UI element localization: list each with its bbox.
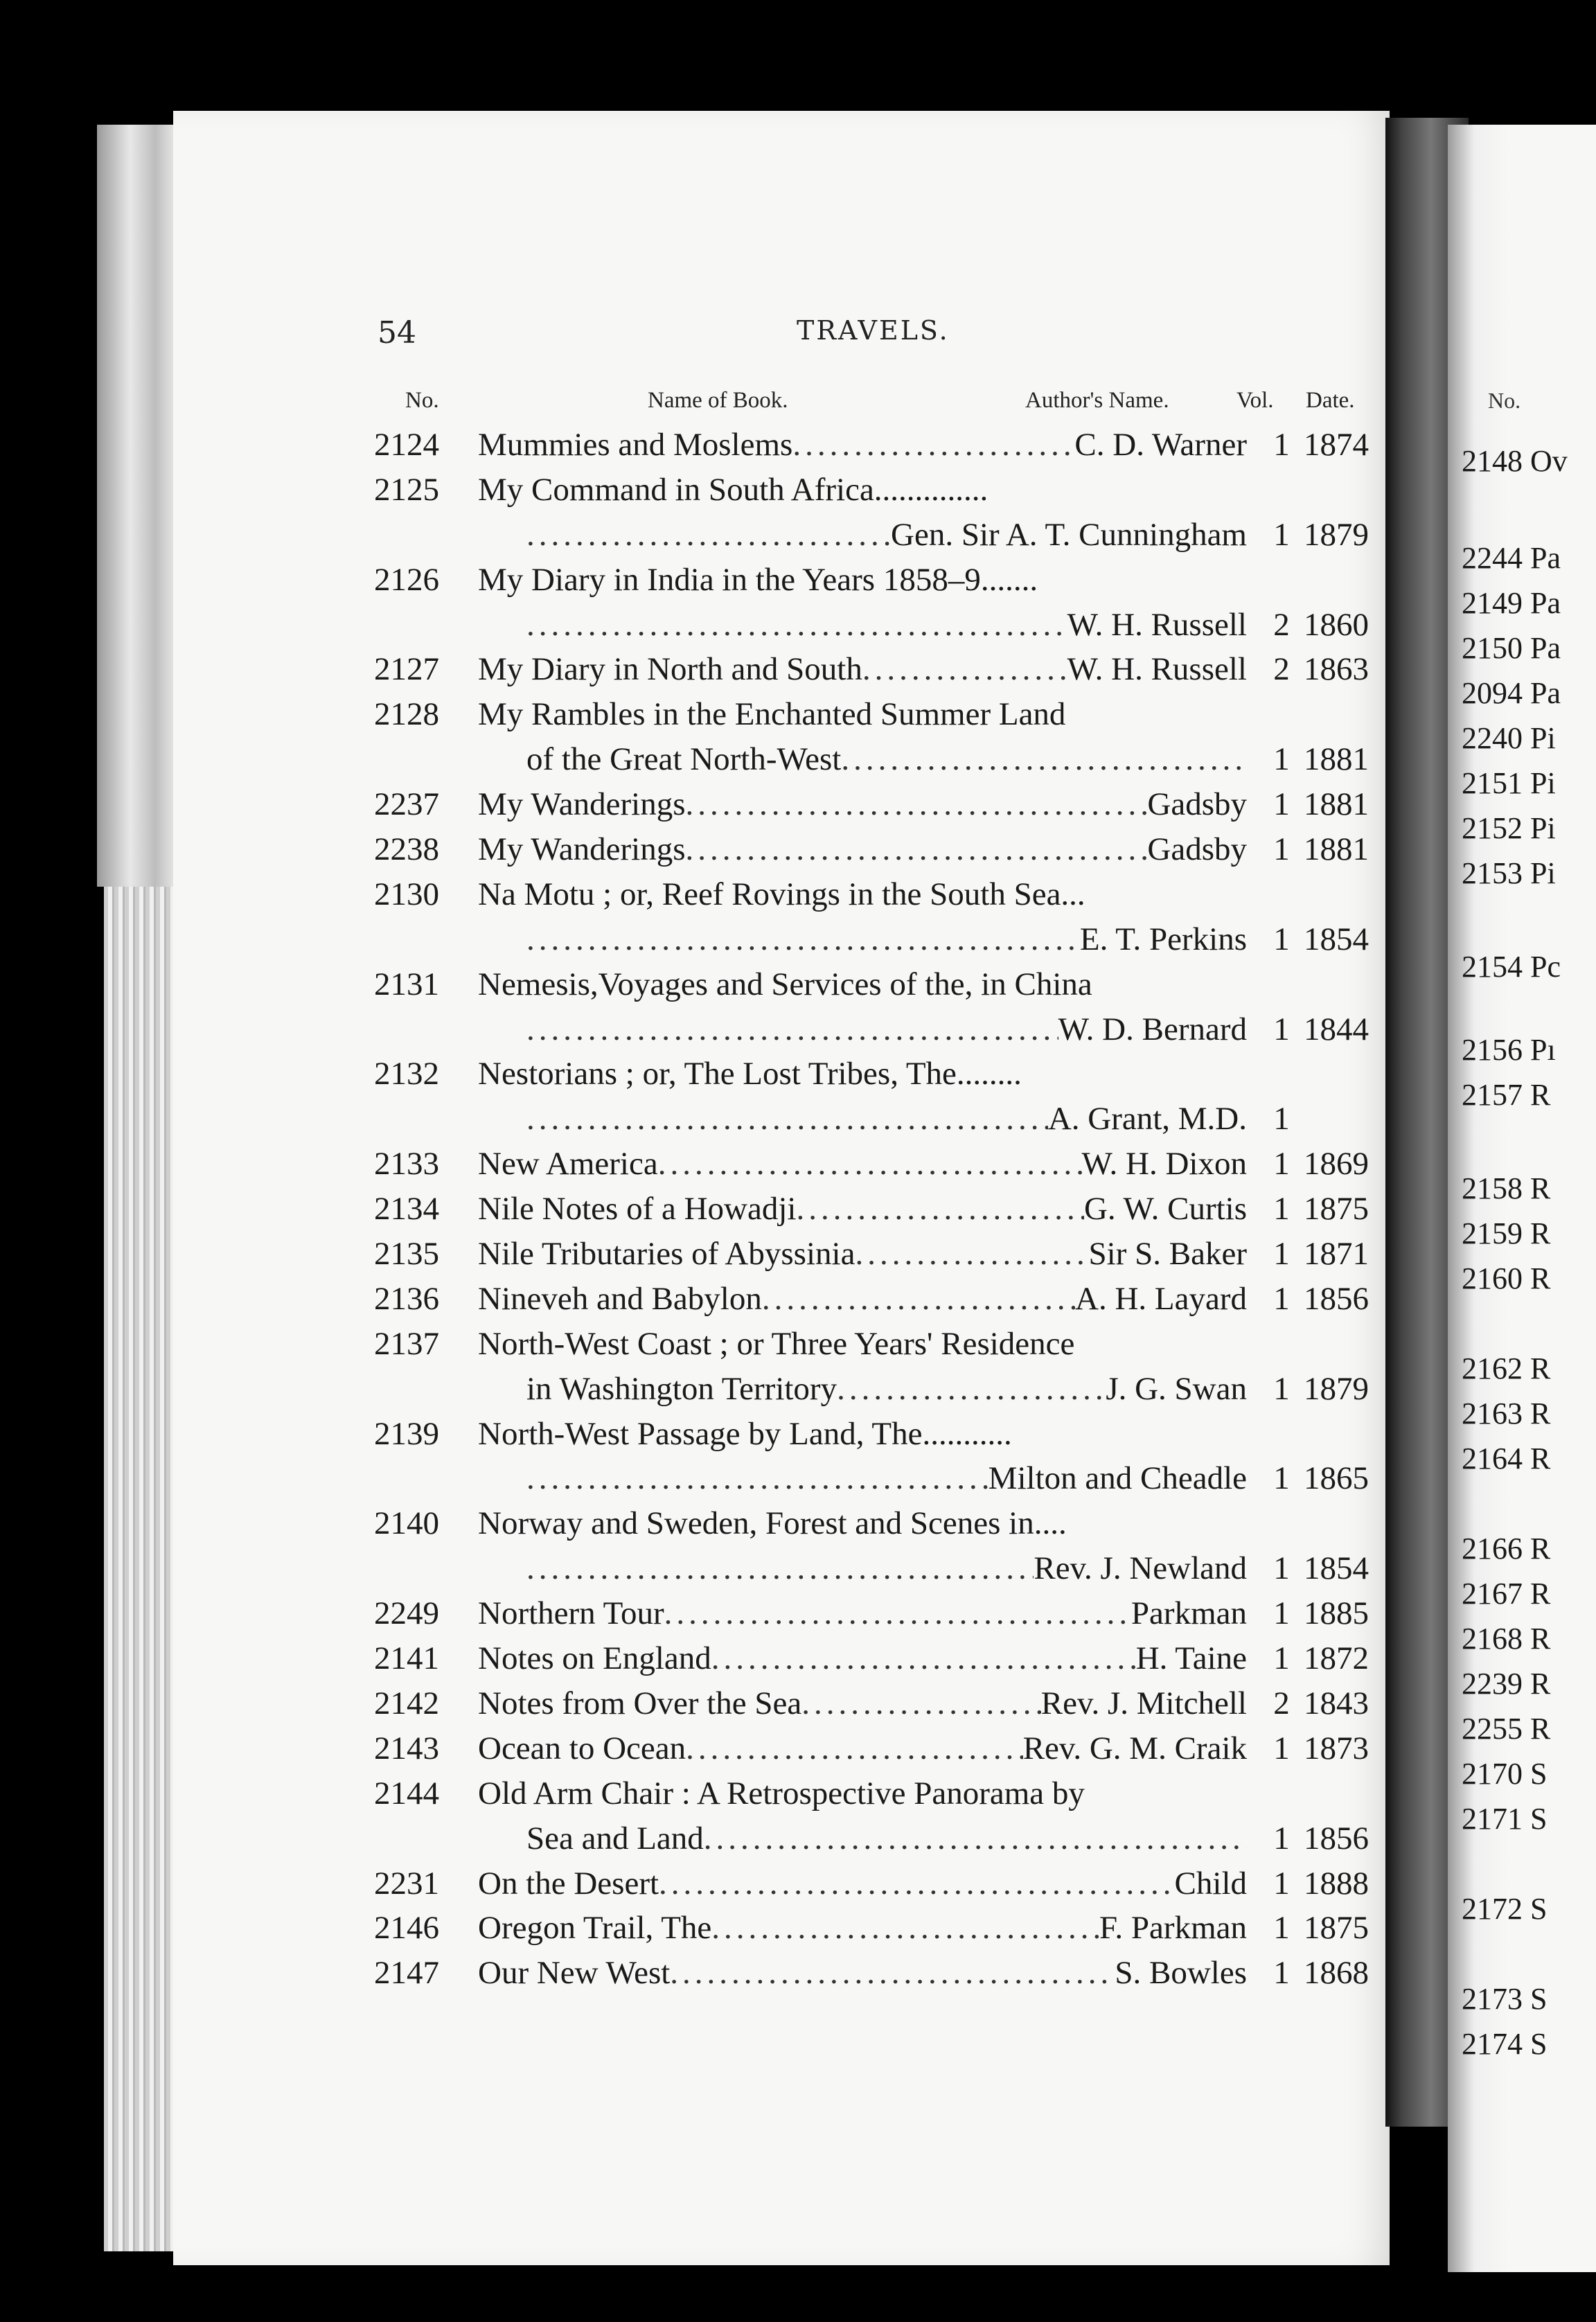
- author-name: Rev. J. Mitchell: [1040, 1685, 1247, 1721]
- table-row: [374, 1951, 1427, 1996]
- book-title: North-West Passage by Land, The...........: [478, 1415, 1012, 1452]
- dot-leader: [704, 1816, 1247, 1861]
- entry-text: [478, 1501, 1247, 1546]
- publication-date: 1869: [1304, 1146, 1369, 1182]
- volume-count: 1: [1273, 1011, 1290, 1047]
- volume-count: 1: [1273, 1550, 1290, 1587]
- dot-leader: [855, 1232, 1088, 1277]
- author-name: C. D. Warner: [1074, 427, 1247, 463]
- dot-leader: [762, 1277, 1075, 1322]
- author-name: G. W. Curtis: [1083, 1191, 1247, 1228]
- entry-text: [478, 1681, 1247, 1726]
- table-row: [374, 1322, 1427, 1367]
- right-page-entry: 2148 Ov: [1462, 444, 1568, 478]
- author-name: W. D. Bernard: [1058, 1011, 1247, 1047]
- table-row: [374, 603, 1427, 648]
- publication-date: 1875: [1304, 1910, 1369, 1947]
- right-page-entry: 2255 R: [1462, 1712, 1551, 1746]
- publication-date: 1854: [1304, 921, 1369, 957]
- column-header-vol: Vol.: [1236, 388, 1274, 413]
- publication-date: 1856: [1304, 1280, 1369, 1317]
- dot-leader: [686, 782, 1148, 827]
- entry-text: [478, 468, 1247, 513]
- table-row: [374, 872, 1427, 917]
- right-page-entry: 2162 R: [1462, 1351, 1551, 1385]
- author-name: Gadsby: [1147, 786, 1247, 823]
- column-header-author: Author's Name.: [1025, 388, 1169, 413]
- author-name: Rev. J. Newland: [1034, 1550, 1247, 1587]
- entry-number: 2144: [374, 1775, 439, 1811]
- volume-count: 1: [1273, 1460, 1290, 1497]
- volume-count: 2: [1273, 1685, 1290, 1721]
- author-name: Child: [1174, 1865, 1247, 1902]
- author-name: Gadsby: [1147, 831, 1247, 868]
- volume-count: 1: [1273, 516, 1290, 553]
- entry-text: [526, 1367, 1247, 1412]
- table-row: [374, 962, 1427, 1007]
- author-name: Parkman: [1130, 1595, 1247, 1632]
- right-page-entry: 2168 R: [1462, 1622, 1551, 1656]
- right-page-entry: 2173 S: [1462, 1982, 1548, 2016]
- entry-number: 2135: [374, 1236, 439, 1273]
- dot-leader: [526, 917, 1080, 962]
- catalog-entries: [374, 423, 1427, 1996]
- table-row: [374, 1726, 1427, 1771]
- entry-number: 2128: [374, 696, 439, 733]
- volume-count: 1: [1273, 1370, 1290, 1407]
- right-page-entry: 2160 R: [1462, 1261, 1551, 1295]
- book-title: My Wanderings: [478, 786, 686, 823]
- table-row: [374, 1367, 1427, 1412]
- publication-date: 1844: [1304, 1011, 1369, 1047]
- table-row: [374, 1232, 1427, 1277]
- right-page-entry: 2239 R: [1462, 1667, 1551, 1701]
- volume-count: 1: [1273, 1280, 1290, 1317]
- entry-text: [478, 1232, 1247, 1277]
- entry-number: 2140: [374, 1505, 439, 1542]
- right-page-entry: 2154 Pc: [1462, 950, 1561, 984]
- book-title: My Diary in North and South: [478, 651, 862, 688]
- entry-text: [478, 1906, 1247, 1951]
- right-page-entry: 2164 R: [1462, 1442, 1551, 1475]
- entry-text: [526, 737, 1247, 782]
- entry-text: [526, 603, 1247, 648]
- book-title: of the Great North-West: [526, 741, 842, 778]
- publication-date: 1881: [1304, 786, 1369, 823]
- book-title: Nineveh and Babylon: [478, 1280, 762, 1317]
- author-name: A. H. Layard: [1075, 1280, 1247, 1317]
- right-page-entry: 2166 R: [1462, 1532, 1551, 1566]
- entry-number: 2133: [374, 1146, 439, 1182]
- right-page-entry: 2163 R: [1462, 1397, 1551, 1430]
- book-title: New America: [478, 1146, 658, 1182]
- page-number: 54: [378, 315, 416, 351]
- publication-date: 1875: [1304, 1191, 1369, 1228]
- entry-number: 2130: [374, 876, 439, 912]
- table-row: [374, 917, 1427, 962]
- publication-date: 1881: [1304, 741, 1369, 778]
- entry-text: [478, 1322, 1247, 1367]
- running-head: TRAVELS.: [797, 315, 950, 346]
- table-row: [374, 1636, 1427, 1681]
- publication-date: 1873: [1304, 1730, 1369, 1766]
- publication-date: 1868: [1304, 1955, 1369, 1992]
- dot-leader: [526, 1456, 988, 1501]
- right-page-entry: 2156 Pı: [1462, 1033, 1556, 1067]
- dot-leader: [670, 1951, 1115, 1996]
- right-page-entry: 2240 Pi: [1462, 721, 1556, 755]
- entry-text: [478, 1187, 1247, 1232]
- book-title: My Diary in India in the Years 1858–9.......: [478, 561, 1038, 598]
- author-name: W. H. Russell: [1067, 651, 1247, 688]
- entry-text: [478, 558, 1247, 603]
- dot-leader: [711, 1636, 1136, 1681]
- right-page-entry: 2170 S: [1462, 1757, 1548, 1791]
- author-name: Milton and Cheadle: [988, 1460, 1247, 1497]
- author-name: Sir S. Baker: [1088, 1236, 1247, 1273]
- book-title: Northern Tour: [478, 1595, 664, 1632]
- table-row: [374, 1142, 1427, 1187]
- entry-text: [478, 827, 1247, 872]
- entry-number: 2125: [374, 471, 439, 508]
- table-row: [374, 737, 1427, 782]
- volume-count: 2: [1273, 606, 1290, 643]
- author-name: W. H. Russell: [1067, 606, 1247, 643]
- dot-leader: [801, 1681, 1041, 1726]
- table-row: [374, 1412, 1427, 1457]
- book-title: My Wanderings: [478, 831, 686, 868]
- entry-text: [478, 692, 1247, 737]
- book-title: Old Arm Chair : A Retrospective Panorama by: [478, 1775, 1085, 1811]
- book-title: My Rambles in the Enchanted Summer Land: [478, 696, 1066, 733]
- right-page-entry: 2152 Pi: [1462, 811, 1556, 845]
- volume-count: 1: [1273, 1146, 1290, 1182]
- publication-date: 1879: [1304, 1370, 1369, 1407]
- book-title: Ocean to Ocean: [478, 1730, 686, 1766]
- table-row: [374, 468, 1427, 513]
- publication-date: 1843: [1304, 1685, 1369, 1721]
- publication-date: 1871: [1304, 1236, 1369, 1273]
- book-title: in Washington Territory: [526, 1370, 837, 1407]
- entry-number: 2126: [374, 561, 439, 598]
- entry-number: 2146: [374, 1910, 439, 1947]
- volume-count: 1: [1273, 786, 1290, 823]
- entry-text: [478, 1771, 1247, 1816]
- entry-number: 2237: [374, 786, 439, 823]
- volume-count: 1: [1273, 1236, 1290, 1273]
- table-row: [374, 1681, 1427, 1726]
- entry-text: [478, 1636, 1247, 1681]
- table-row: [374, 647, 1427, 692]
- right-page-entry: 2174 S: [1462, 2027, 1548, 2061]
- book-title: Mummies and Moslems: [478, 427, 793, 463]
- table-row: [374, 1546, 1427, 1591]
- volume-count: 1: [1273, 1955, 1290, 1992]
- right-page-entry: 2094 Pa: [1462, 676, 1561, 710]
- publication-date: 1856: [1304, 1820, 1369, 1856]
- author-name: E. T. Perkins: [1079, 921, 1247, 957]
- right-page-entry: 2149 Pa: [1462, 586, 1561, 620]
- table-row: [374, 1861, 1427, 1906]
- right-page-entry: 2153 Pi: [1462, 856, 1556, 890]
- author-name: S. Bowles: [1115, 1955, 1247, 1992]
- entry-text: [478, 782, 1247, 827]
- table-row: [374, 782, 1427, 827]
- dot-leader: [862, 647, 1067, 692]
- column-header-name: Name of Book.: [648, 388, 788, 413]
- entry-text: [478, 1591, 1247, 1636]
- table-row: [374, 1097, 1427, 1142]
- table-row: [374, 1187, 1427, 1232]
- entry-number: 2134: [374, 1191, 439, 1228]
- entry-text: [526, 1546, 1247, 1591]
- volume-count: 2: [1273, 651, 1290, 688]
- dot-leader: [686, 827, 1148, 872]
- table-row: [374, 423, 1427, 468]
- book-title: Sea and Land: [526, 1820, 704, 1856]
- volume-count: 1: [1273, 921, 1290, 957]
- publication-date: 1872: [1304, 1640, 1369, 1677]
- book-title: On the Desert: [478, 1865, 659, 1902]
- table-row: [374, 1501, 1427, 1546]
- author-name: H. Taine: [1135, 1640, 1247, 1677]
- author-name: A. Grant, M.D.: [1047, 1101, 1247, 1137]
- publication-date: 1881: [1304, 831, 1369, 868]
- volume-count: 1: [1273, 741, 1290, 778]
- table-row: [374, 1906, 1427, 1951]
- dot-leader: [526, 603, 1067, 648]
- dot-leader: [686, 1726, 1023, 1771]
- entry-number: 2147: [374, 1955, 439, 1992]
- entry-text: [478, 1052, 1247, 1097]
- table-row: [374, 1052, 1427, 1097]
- entry-number: 2249: [374, 1595, 439, 1632]
- dot-leader: [526, 1007, 1058, 1052]
- book-title: Our New West: [478, 1955, 671, 1992]
- dot-leader: [711, 1906, 1099, 1951]
- book-title: My Command in South Africa..............: [478, 471, 988, 508]
- author-name: Rev. G. M. Craik: [1022, 1730, 1247, 1766]
- right-page-entry: 2159 R: [1462, 1216, 1551, 1250]
- entry-text: [478, 962, 1247, 1007]
- entry-text: [478, 1412, 1247, 1457]
- entry-text: [526, 1456, 1247, 1501]
- table-row: [374, 1771, 1427, 1816]
- volume-count: 1: [1273, 1730, 1290, 1766]
- entry-number: 2136: [374, 1280, 439, 1317]
- publication-date: 1860: [1304, 606, 1369, 643]
- entry-number: 2231: [374, 1865, 439, 1902]
- book-title: Nile Notes of a Howadji: [478, 1191, 797, 1228]
- table-row: [374, 827, 1427, 872]
- entry-number: 2132: [374, 1056, 439, 1092]
- entry-number: 2124: [374, 427, 439, 463]
- right-page-entry: 2244 Pa: [1462, 541, 1561, 575]
- publication-date: 1874: [1304, 427, 1369, 463]
- author-name: Gen. Sir A. T. Cunningham: [891, 516, 1247, 553]
- entry-text: [526, 1007, 1247, 1052]
- volume-count: 1: [1273, 427, 1290, 463]
- entry-number: 2127: [374, 651, 439, 688]
- book-title: Notes from Over the Sea: [478, 1685, 802, 1721]
- volume-count: 1: [1273, 1910, 1290, 1947]
- author-name: F. Parkman: [1099, 1910, 1247, 1947]
- publication-date: 1885: [1304, 1595, 1369, 1632]
- entry-text: [478, 872, 1247, 917]
- entry-number: 2143: [374, 1730, 439, 1766]
- entry-number: 2131: [374, 966, 439, 1002]
- table-row: [374, 558, 1427, 603]
- table-row: [374, 1816, 1427, 1861]
- publication-date: 1888: [1304, 1865, 1369, 1902]
- right-page-entry: 2172 S: [1462, 1892, 1548, 1926]
- volume-count: 1: [1273, 831, 1290, 868]
- book-title: Notes on England: [478, 1640, 711, 1677]
- table-row: [374, 692, 1427, 737]
- entry-number: 2142: [374, 1685, 439, 1721]
- entry-number: 2238: [374, 831, 439, 868]
- right-page-entry: 2171 S: [1462, 1802, 1548, 1836]
- dot-leader: [837, 1367, 1106, 1412]
- book-title: Nestorians ; or, The Lost Tribes, The........: [478, 1056, 1022, 1092]
- volume-count: 1: [1273, 1640, 1290, 1677]
- entry-number: 2141: [374, 1640, 439, 1677]
- entry-text: [478, 1142, 1247, 1187]
- book-title: Nemesis,Voyages and Services of the, in China: [478, 966, 1092, 1002]
- right-page-entry: 2157 R: [1462, 1078, 1551, 1112]
- entry-text: [478, 1861, 1247, 1906]
- table-row: [374, 1591, 1427, 1636]
- right-page-entry: 2151 Pi: [1462, 766, 1556, 800]
- entry-text: [478, 1951, 1247, 1996]
- entry-text: [526, 1816, 1247, 1861]
- publication-date: 1879: [1304, 516, 1369, 553]
- right-page-entry: 2158 R: [1462, 1171, 1551, 1205]
- right-page-column-header: No.: [1488, 388, 1521, 413]
- dot-leader: [792, 423, 1074, 468]
- author-name: W. H. Dixon: [1081, 1146, 1247, 1182]
- entry-number: 2139: [374, 1415, 439, 1452]
- table-row: [374, 1277, 1427, 1322]
- dot-leader: [796, 1187, 1084, 1232]
- dot-leader: [658, 1142, 1082, 1187]
- right-page-entry: 2150 Pa: [1462, 631, 1561, 665]
- table-row: [374, 1007, 1427, 1052]
- entry-text: [478, 423, 1247, 468]
- entry-number: 2137: [374, 1325, 439, 1362]
- dot-leader: [526, 1546, 1034, 1591]
- volume-count: 1: [1273, 1595, 1290, 1632]
- entry-text: [526, 513, 1247, 558]
- entry-text: [478, 1726, 1247, 1771]
- book-title: Norway and Sweden, Forest and Scenes in....: [478, 1505, 1067, 1542]
- dot-leader: [659, 1861, 1175, 1906]
- column-header-date: Date.: [1306, 388, 1355, 413]
- entry-text: [526, 917, 1247, 962]
- table-row: [374, 513, 1427, 558]
- book-title: Na Motu ; or, Reef Rovings in the South Sea...: [478, 876, 1085, 912]
- publication-date: 1865: [1304, 1460, 1369, 1497]
- page-block-edge: [97, 125, 180, 887]
- table-row: [374, 1456, 1427, 1501]
- entry-text: [526, 1097, 1247, 1142]
- dot-leader: [841, 737, 1247, 782]
- dot-leader: [526, 513, 891, 558]
- book-title: Nile Tributaries of Abyssinia: [478, 1236, 855, 1273]
- entry-text: [478, 1277, 1247, 1322]
- author-name: J. G. Swan: [1106, 1370, 1247, 1407]
- volume-count: 1: [1273, 1191, 1290, 1228]
- column-header-no: No.: [405, 388, 439, 413]
- entry-text: [478, 647, 1247, 692]
- publication-date: 1863: [1304, 651, 1369, 688]
- volume-count: 1: [1273, 1820, 1290, 1856]
- volume-count: 1: [1273, 1101, 1290, 1137]
- dot-leader: [664, 1591, 1131, 1636]
- book-title: Oregon Trail, The: [478, 1910, 712, 1947]
- publication-date: 1854: [1304, 1550, 1369, 1587]
- dot-leader: [526, 1097, 1048, 1142]
- right-page-entry: 2167 R: [1462, 1577, 1551, 1611]
- book-title: North-West Coast ; or Three Years' Residence: [478, 1325, 1075, 1362]
- volume-count: 1: [1273, 1865, 1290, 1902]
